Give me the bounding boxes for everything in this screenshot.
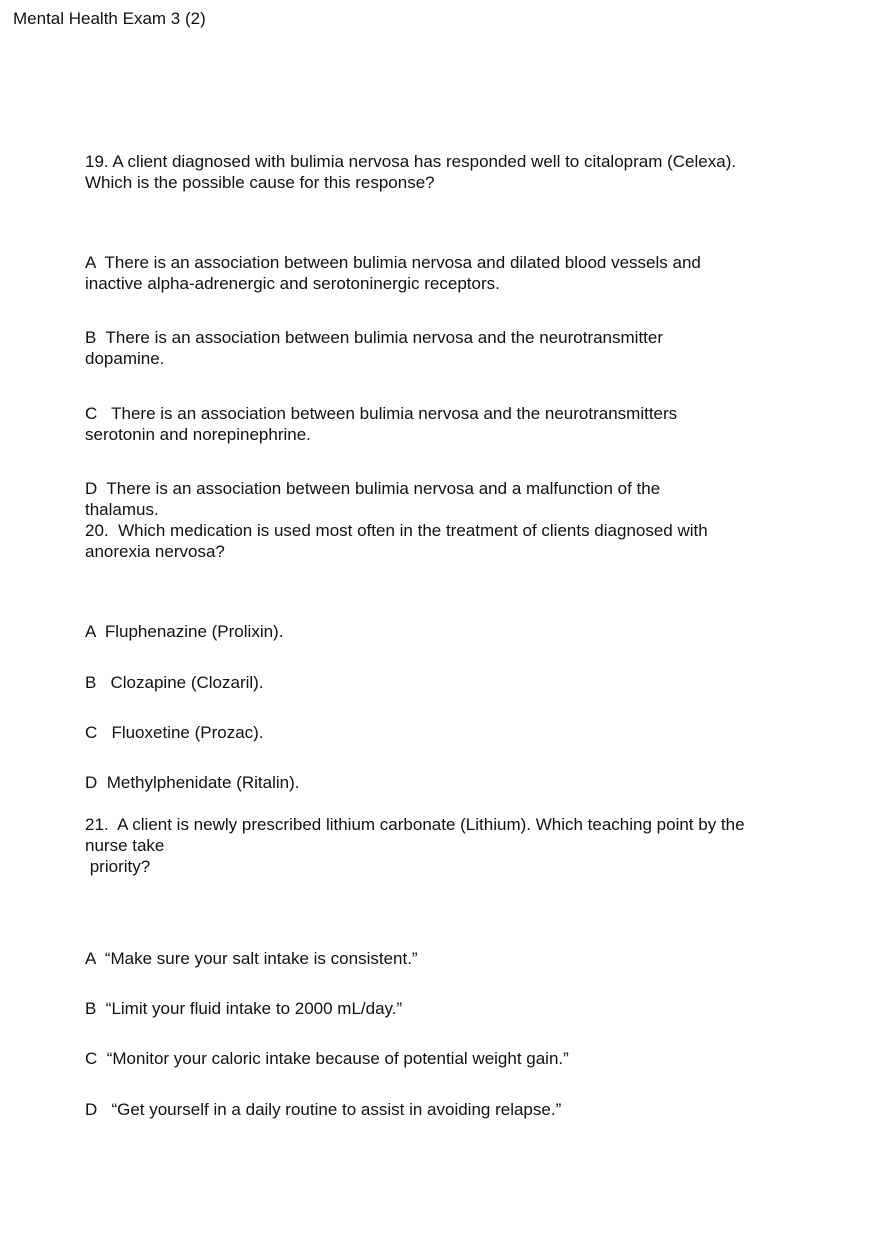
option-a-line: inactive alpha-adrenergic and serotoninergic receptors. bbox=[85, 274, 500, 293]
option-b-line: B There is an association between bulimia nervosa and the neurotransmitter bbox=[85, 328, 664, 347]
question-21-stem bbox=[85, 814, 805, 877]
option-d-line: thalamus. bbox=[85, 500, 159, 519]
option-a-line: A There is an association between bulimia nervosa and dilated blood vessels and bbox=[85, 253, 701, 272]
question-21-option-a bbox=[85, 948, 805, 969]
question-21-option-c bbox=[85, 1048, 805, 1069]
question-20-option-c bbox=[85, 722, 805, 743]
option-d-line: D There is an association between bulimia nervosa and a malfunction of the bbox=[85, 479, 661, 498]
question-21-stem-line: priority? bbox=[85, 857, 151, 876]
question-19-option-b bbox=[85, 327, 805, 369]
question-21-stem-line: nurse take bbox=[85, 836, 165, 855]
document-header: Mental Health Exam 3 (2) bbox=[13, 9, 206, 28]
question-20-option-b bbox=[85, 672, 805, 693]
question-21-option-d bbox=[85, 1099, 805, 1120]
option-a-line: A Fluphenazine (Prolixin). bbox=[85, 622, 284, 641]
option-b-line: B Clozapine (Clozaril). bbox=[85, 673, 264, 692]
question-20-stem bbox=[85, 520, 805, 562]
option-c-line: serotonin and norepinephrine. bbox=[85, 425, 311, 444]
question-19-stem bbox=[85, 151, 805, 193]
question-21-stem-line: 21. A client is newly prescribed lithium carbonate (Lithium). Which teaching point by the bbox=[85, 815, 745, 834]
question-19-stem-line: 19. A client diagnosed with bulimia nervosa has responded well to citalopram (Celexa). bbox=[85, 152, 737, 171]
question-19-option-a bbox=[85, 252, 805, 294]
question-20-option-a bbox=[85, 621, 805, 642]
option-c-line: C Fluoxetine (Prozac). bbox=[85, 723, 264, 742]
option-c-line: C “Monitor your caloric intake because of potential weight gain.” bbox=[85, 1049, 569, 1068]
option-a-line: A “Make sure your salt intake is consistent.” bbox=[85, 949, 418, 968]
question-20-option-d bbox=[85, 772, 805, 793]
option-b-line: dopamine. bbox=[85, 349, 165, 368]
question-21-option-b bbox=[85, 998, 805, 1019]
question-19-option-c bbox=[85, 403, 805, 445]
question-20-stem-line: anorexia nervosa? bbox=[85, 542, 225, 561]
question-19-stem-line: Which is the possible cause for this response? bbox=[85, 173, 435, 192]
question-20-stem-line: 20. Which medication is used most often in the treatment of clients diagnosed with bbox=[85, 521, 708, 540]
option-c-line: C There is an association between bulimia nervosa and the neurotransmitters bbox=[85, 404, 678, 423]
question-19-option-d bbox=[85, 478, 805, 520]
option-b-line: B “Limit your fluid intake to 2000 mL/day.” bbox=[85, 999, 403, 1018]
option-d-line: D “Get yourself in a daily routine to assist in avoiding relapse.” bbox=[85, 1100, 562, 1119]
option-d-line: D Methylphenidate (Ritalin). bbox=[85, 773, 300, 792]
